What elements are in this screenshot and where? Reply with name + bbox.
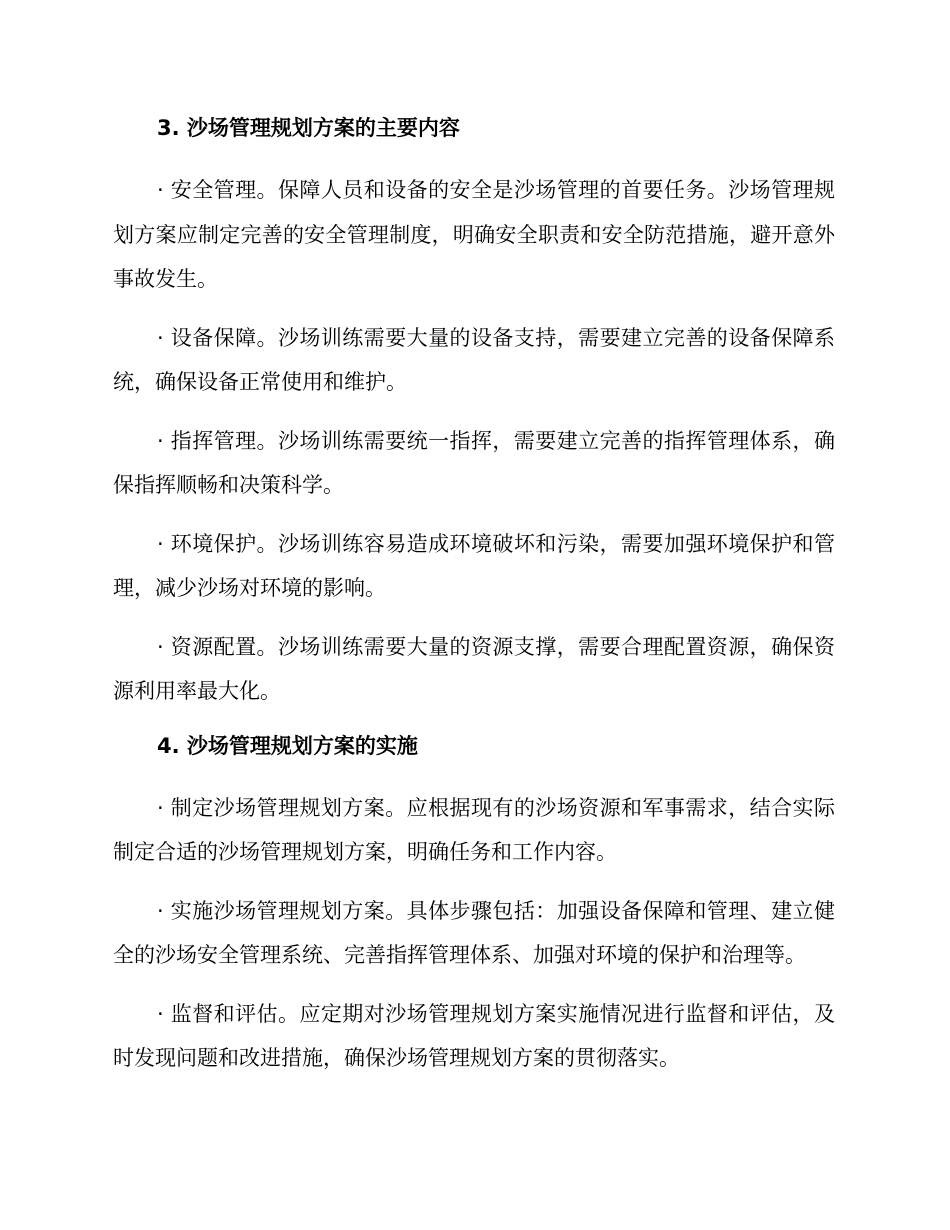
paragraph: · 设备保障。沙场训练需要大量的设备支持，需要建立完善的设备保障系统，确保设备正常使用和维护。 [113,325,835,394]
paragraph: · 指挥管理。沙场训练需要统一指挥，需要建立完善的指挥管理体系，确保指挥顺畅和决策科学。 [113,428,835,497]
paragraph: · 实施沙场管理规划方案。具体步骤包括：加强设备保障和管理、建立健全的沙场安全管理系统、完善指挥管理体系、加强对环境的保护和治理等。 [113,898,835,967]
paragraph: · 监督和评估。应定期对沙场管理规划方案实施情况进行监督和评估，及时发现问题和改进措施，确保沙场管理规划方案的贯彻落实。 [113,1001,835,1070]
paragraph: · 安全管理。保障人员和设备的安全是沙场管理的首要任务。沙场管理规划方案应制定完善的安全管理制度，明确安全职责和安全防范措施，避开意外事故发生。 [113,178,835,291]
paragraph: · 资源配置。沙场训练需要大量的资源支撑，需要合理配置资源，确保资源利用率最大化。 [113,634,835,703]
section-heading: 3. 沙场管理规划方案的主要内容 [157,116,460,140]
section-heading: 4. 沙场管理规划方案的实施 [157,733,418,758]
paragraph: · 环境保护。沙场训练容易造成环境破坏和污染，需要加强环境保护和管理，减少沙场对环境的影响。 [113,531,835,600]
document-page [113,110,835,1081]
paragraph: · 制定沙场管理规划方案。应根据现有的沙场资源和军事需求，结合实际制定合适的沙场管理规划方案，明确任务和工作内容。 [113,795,835,864]
